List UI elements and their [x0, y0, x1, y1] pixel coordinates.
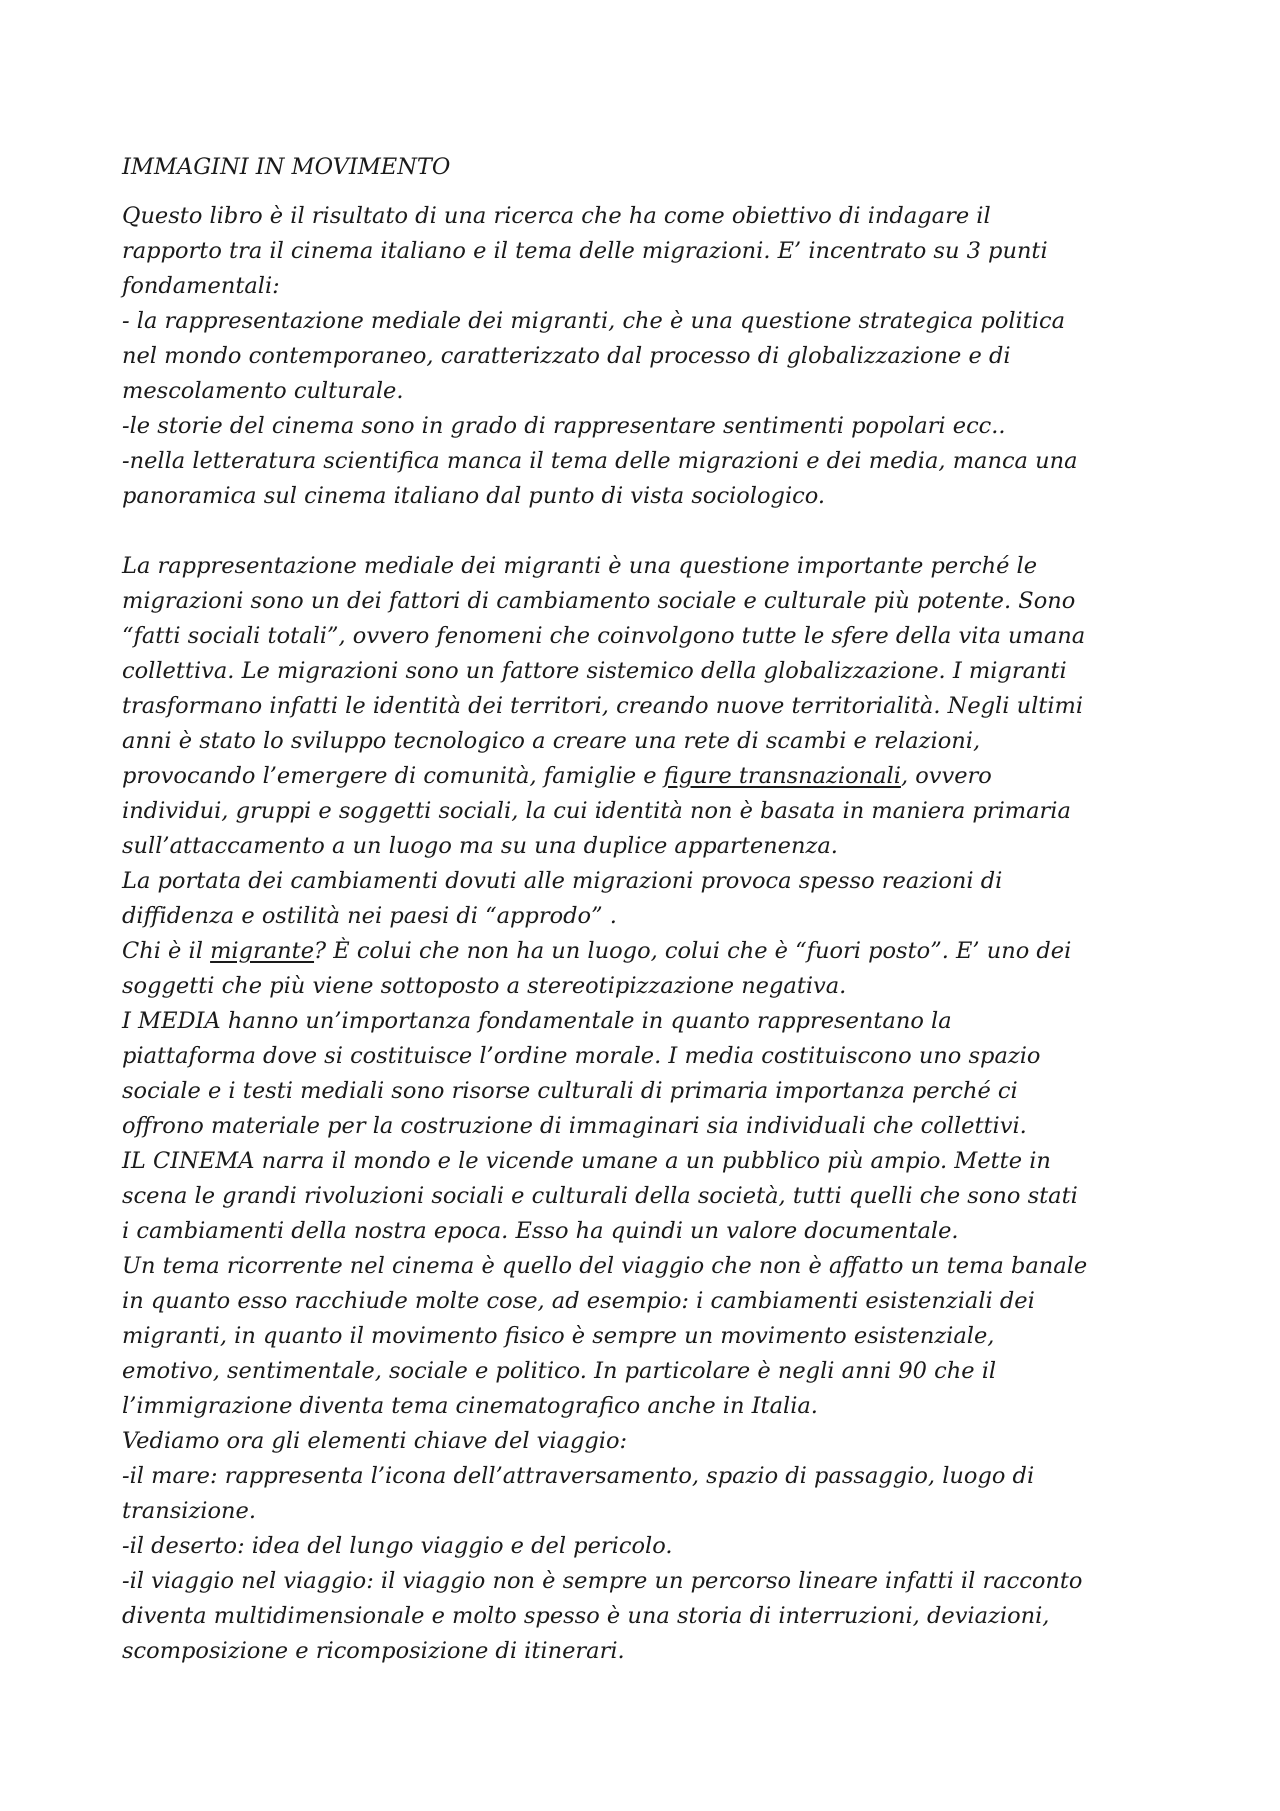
text-line: soggetti che più viene sottoposto a stereotipizzazione negativa.	[122, 973, 847, 999]
text-line: i cambiamenti della nostra epoca. Esso ha quindi un valore documentale.	[122, 1218, 959, 1244]
text-line: scena le grandi rivoluzioni sociali e culturali della società, tutti quelli che sono stati	[122, 1183, 1078, 1209]
text-line-transnazionali	[122, 759, 1182, 794]
underlined-term-figure-transnazionali: figure transnazionali	[663, 763, 901, 789]
text-line: piattaforma dove si costituisce l’ordine morale. I media costituiscono uno spazio	[122, 1043, 1041, 1069]
text-line: individui, gruppi e soggetti sociali, la cui identità non è basata in maniera primaria	[122, 798, 1071, 824]
text-line: -nella letteratura scientifica manca il tema delle migrazioni e dei media, manca una	[122, 448, 1078, 474]
intro-section	[122, 199, 1182, 514]
underlined-term-migrante: migrante	[210, 938, 315, 964]
text-segment: Chi è il	[122, 938, 211, 964]
text-line: rapporto tra il cinema italiano e il tema delle migrazioni. E’ incentrato su 3 punti	[122, 238, 1048, 264]
text-segment: provocando l’emergere di comunità, famiglie e	[122, 763, 664, 789]
text-line: nel mondo contemporaneo, caratterizzato dal processo di globalizzazione e di	[122, 343, 1011, 369]
text-line: trasformano infatti le identità dei territori, creando nuove territorialità. Negli ultimi	[122, 693, 1084, 719]
text-line: diventa multidimensionale e molto spesso è una storia di interruzioni, deviazioni,	[122, 1603, 1050, 1629]
text-segment: ? È colui che non ha un luogo, colui che è “fuori posto”. E’ uno dei	[314, 938, 1072, 964]
text-line: “fatti sociali totali”, ovvero fenomeni che coinvolgono tutte le sfere della vita umana	[122, 623, 1086, 649]
text-line: in quanto esso racchiude molte cose, ad esempio: i cambiamenti esistenziali dei	[122, 1288, 1035, 1314]
text-line: panoramica sul cinema italiano dal punto di vista sociologico.	[122, 483, 826, 509]
text-line: migranti, in quanto il movimento fisico è sempre un movimento esistenziale,	[122, 1323, 995, 1349]
text-line: scomposizione e ricomposizione di itinerari.	[122, 1638, 625, 1664]
text-line: - la rappresentazione mediale dei migranti, che è una questione strategica politica	[122, 308, 1066, 334]
text-line: sull’attaccamento a un luogo ma su una duplice appartenenza.	[122, 833, 838, 859]
text-line: offrono materiale per la costruzione di immaginari sia individuali che collettivi.	[122, 1113, 1027, 1139]
text-line: emotivo, sentimentale, sociale e politico. In particolare è negli anni 90 che il	[122, 1358, 997, 1384]
text-line: -le storie del cinema sono in grado di rappresentare sentimenti popolari ecc..	[122, 413, 1006, 439]
document-title: IMMAGINI IN MOVIMENTO	[122, 154, 451, 180]
text-line: migrazioni sono un dei fattori di cambiamento sociale e culturale più potente. Sono	[122, 588, 1076, 614]
text-line: fondamentali:	[122, 273, 280, 299]
text-line: collettiva. Le migrazioni sono un fattore sistemico della globalizzazione. I migranti	[122, 658, 1067, 684]
text-line: -il deserto: idea del lungo viaggio e del pericolo.	[122, 1533, 673, 1559]
text-line: La portata dei cambiamenti dovuti alle migrazioni provoca spesso reazioni di	[122, 868, 1003, 894]
text-line: Un tema ricorrente nel cinema è quello del viaggio che non è affatto un tema banale	[122, 1253, 1088, 1279]
text-line: transizione.	[122, 1498, 257, 1524]
document-body	[122, 150, 1182, 1669]
paragraph-gap	[122, 514, 1182, 549]
text-line: La rappresentazione mediale dei migranti è una questione importante perché le	[122, 553, 1038, 579]
text-line: l’immigrazione diventa tema cinematografico anche in Italia.	[122, 1393, 818, 1419]
text-line: Questo libro è il risultato di una ricerca che ha come obiettivo di indagare il	[122, 203, 991, 229]
text-line: -il mare: rappresenta l’icona dell’attraversamento, spazio di passaggio, luogo di	[122, 1463, 1035, 1489]
text-segment: , ovvero	[900, 763, 992, 789]
text-line-migrante	[122, 934, 1182, 969]
text-line: I MEDIA hanno un’importanza fondamentale in quanto rappresentano la	[122, 1008, 952, 1034]
main-section	[122, 549, 1182, 1669]
text-line: -il viaggio nel viaggio: il viaggio non è sempre un percorso lineare infatti il racconto	[122, 1568, 1083, 1594]
text-line: sociale e i testi mediali sono risorse culturali di primaria importanza perché ci	[122, 1078, 1018, 1104]
text-line: anni è stato lo sviluppo tecnologico a creare una rete di scambi e relazioni,	[122, 728, 981, 754]
text-line: IL CINEMA narra il mondo e le vicende umane a un pubblico più ampio. Mette in	[122, 1148, 1051, 1174]
text-line: mescolamento culturale.	[122, 378, 404, 404]
text-line: diffidenza e ostilità nei paesi di “approdo” .	[122, 903, 617, 929]
text-line: Vediamo ora gli elementi chiave del viaggio:	[122, 1428, 628, 1454]
